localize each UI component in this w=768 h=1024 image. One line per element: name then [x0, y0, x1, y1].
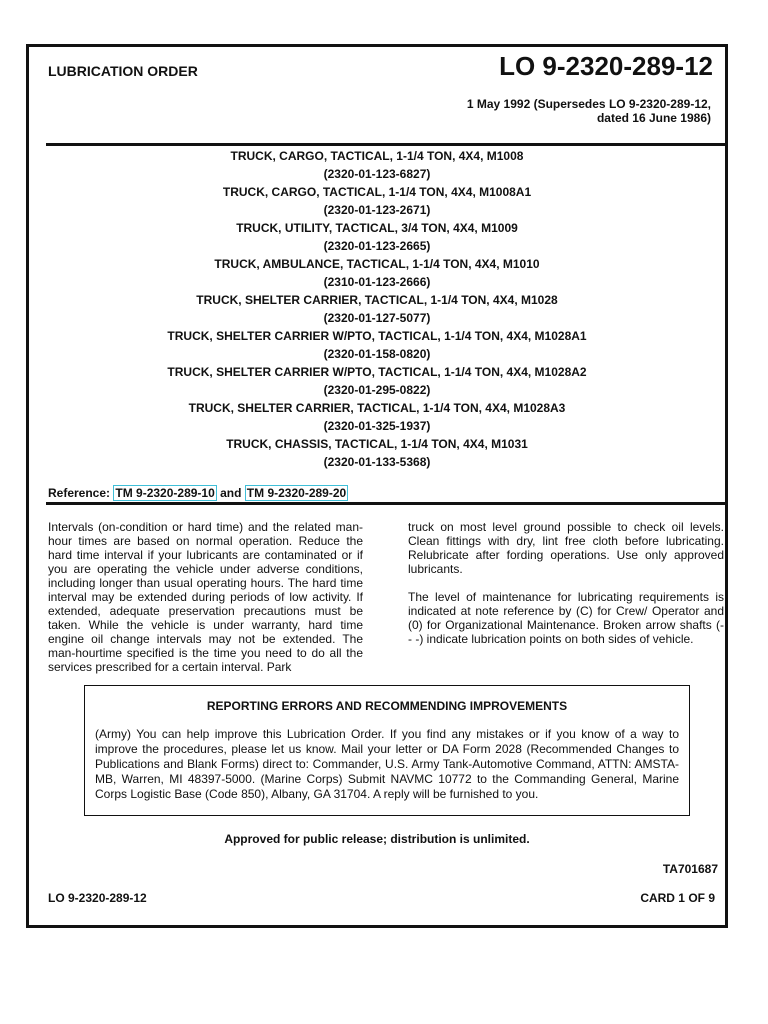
maintenance-level-paragraph: The level of maintenance for lubricating requirements is indicated at note reference by (C) for Crew/ Operator and (0) for Organizational Maintenance. Broken arrow shafts (- - -) indicate lubrication points on both sides of vehicle. [408, 590, 724, 646]
vehicle-line: TRUCK, SHELTER CARRIER W/PTO, TACTICAL, 1-1/4 TON, 4X4, M1028A1 [167, 329, 587, 343]
reference-link-tm-10[interactable]: TM 9-2320-289-10 [115, 486, 215, 500]
vehicle-line: (2320-01-158-0820) [323, 347, 431, 361]
vehicle-line: TRUCK, CHASSIS, TACTICAL, 1-1/4 TON, 4X4, M1031 [226, 437, 528, 451]
issue-date-line-1: 1 May 1992 (Supersedes LO 9-2320-289-12, [466, 97, 711, 111]
intervals-column [48, 520, 363, 680]
vehicle-line: (2320-01-123-6827) [323, 167, 431, 181]
reference-line [48, 486, 348, 500]
reference-divider [46, 502, 725, 505]
vehicle-line: TRUCK, CARGO, TACTICAL, 1-1/4 TON, 4X4, M1008A1 [222, 185, 532, 199]
issue-date-line-2: dated 16 June 1986) [596, 111, 711, 125]
header-divider [46, 143, 725, 146]
lubrication-order-card [26, 44, 728, 928]
vehicle-line: TRUCK, CARGO, TACTICAL, 1-1/4 TON, 4X4, M1008 [230, 149, 524, 163]
vehicle-line: TRUCK, SHELTER CARRIER W/PTO, TACTICAL, 1-1/4 TON, 4X4, M1028A2 [167, 365, 587, 379]
reporting-errors-text: (Army) You can help improve this Lubrication Order. If you find any mistakes or if you know of a way to improve the procedures, please let us know. Mail your letter or DA Form 2028 (Recommended Changes to Publications and Blank Forms) direct to: Commander, U.S. Army Tank-Automotive Command, ATTN: AMSTA-MB, Warren, MI 48397-5000. (Marine Corps) Submit NAVMC 10772 to the Commanding General, Marine Corps Logistic Base (Code 850), Albany, GA 31704. A reply will be furnished to you. [95, 727, 679, 801]
reference-and: and [220, 486, 242, 500]
document-type-label: LUBRICATION ORDER [48, 63, 198, 79]
vehicle-line: (2310-01-123-2666) [323, 275, 431, 289]
vehicle-line: (2320-01-325-1937) [323, 419, 431, 433]
footer-document-number: LO 9-2320-289-12 [48, 891, 147, 905]
vehicle-line: (2320-01-123-2671) [323, 203, 431, 217]
intervals-paragraph: Intervals (on-condition or hard time) and the related man-hour times are based on normal operation. Reduce the hard time interval if your lubricants are contaminated or if you are operating the vehicle under adverse conditions, including longer than usual operating hours. The hard time interval may be extended during periods of low activity. If extended, adequate preservation precautions must be taken. While the vehicle is under warranty, hard time engine oil change intervals may not be extended. The man-hourtime specified is the time you need to do all the services prescribed for a certain interval. Park [48, 520, 363, 674]
document-number-title: LO 9-2320-289-12 [499, 51, 713, 81]
reporting-errors-box [84, 685, 690, 816]
vehicle-line: (2320-01-123-2665) [323, 239, 431, 253]
reporting-errors-title: REPORTING ERRORS AND RECOMMENDING IMPROVEMENTS [206, 699, 568, 713]
vehicle-list [49, 147, 705, 471]
vehicle-line: (2320-01-133-5368) [323, 455, 431, 469]
reference-label: Reference: [48, 486, 111, 500]
card-number: CARD 1 OF 9 [640, 891, 715, 905]
vehicle-line: (2320-01-295-0822) [323, 383, 431, 397]
park-truck-paragraph: truck on most level ground possible to check oil levels. Clean fittings with dry, lint free cloth before lubricating. Relubricate after fording operations. Use only approved lubricants. [408, 520, 724, 576]
distribution-statement: Approved for public release; distribution is unlimited. [224, 832, 530, 846]
vehicle-line: TRUCK, AMBULANCE, TACTICAL, 1-1/4 TON, 4X4, M1010 [214, 257, 540, 271]
issue-date [467, 97, 711, 125]
instructions-column [408, 520, 724, 646]
ta-number: TA701687 [662, 862, 718, 876]
vehicle-line: (2320-01-127-5077) [323, 311, 431, 325]
vehicle-line: TRUCK, SHELTER CARRIER, TACTICAL, 1-1/4 TON, 4X4, M1028A3 [188, 401, 566, 415]
vehicle-line: TRUCK, SHELTER CARRIER, TACTICAL, 1-1/4 TON, 4X4, M1028 [196, 293, 558, 307]
vehicle-line: TRUCK, UTILITY, TACTICAL, 3/4 TON, 4X4, M1009 [236, 221, 518, 235]
reference-link-tm-20[interactable]: TM 9-2320-289-20 [246, 486, 347, 500]
